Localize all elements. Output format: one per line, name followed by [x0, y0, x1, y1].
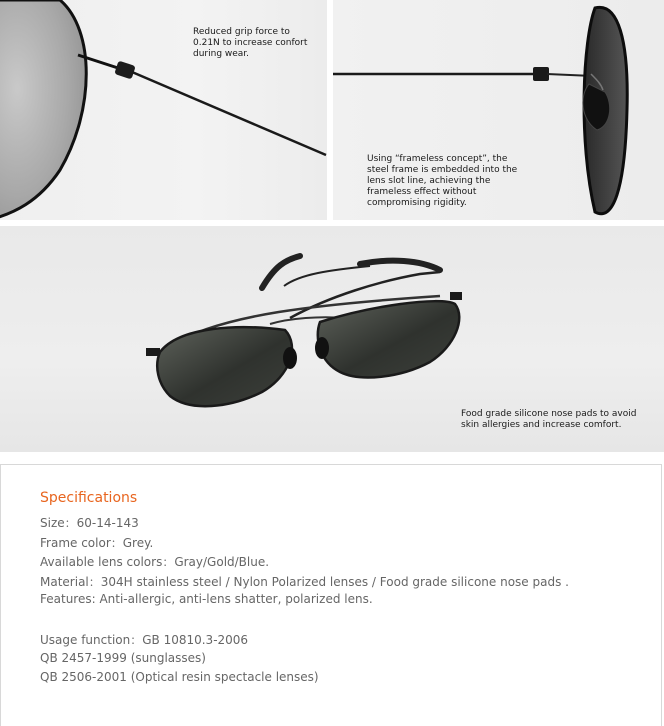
spec-standard-optical: QB 2506-2001 (Optical resin spectacle lenses) [40, 670, 319, 684]
product-panel-main [0, 226, 664, 452]
frameless-concept-caption: Using “frameless concept”, the steel frame is embedded into the lens slot line, achieving the frameless effect without compromising rigidity. [367, 154, 518, 208]
spec-standard-sunglasses: QB 2457-1999 (sunglasses) [40, 651, 206, 665]
spec-frame-color: Frame color：Grey. [40, 536, 154, 550]
grip-force-caption: Reduced grip force to 0.21N to increase confort during wear. [193, 27, 308, 59]
spec-material: Material：304H stainless steel / Nylon Polarized lenses / Food grade silicone nose pads . [40, 575, 569, 589]
detail-panel-grip [0, 0, 327, 220]
specifications-title: Specifications [40, 490, 138, 506]
spec-usage-function: Usage function：GB 10810.3-2006 [40, 633, 249, 647]
spec-size: Size：60-14-143 [40, 516, 139, 530]
specifications-section [0, 464, 662, 726]
spec-features: Features: Anti-allergic, anti-lens shatter, polarized lens. [40, 592, 373, 606]
detail-panel-frameless [333, 0, 664, 220]
spec-lens-colors: Available lens colors：Gray/Gold/Blue. [40, 555, 270, 569]
nose-pads-caption: Food grade silicone nose pads to avoid skin allergies and increase comfort. [461, 409, 637, 430]
